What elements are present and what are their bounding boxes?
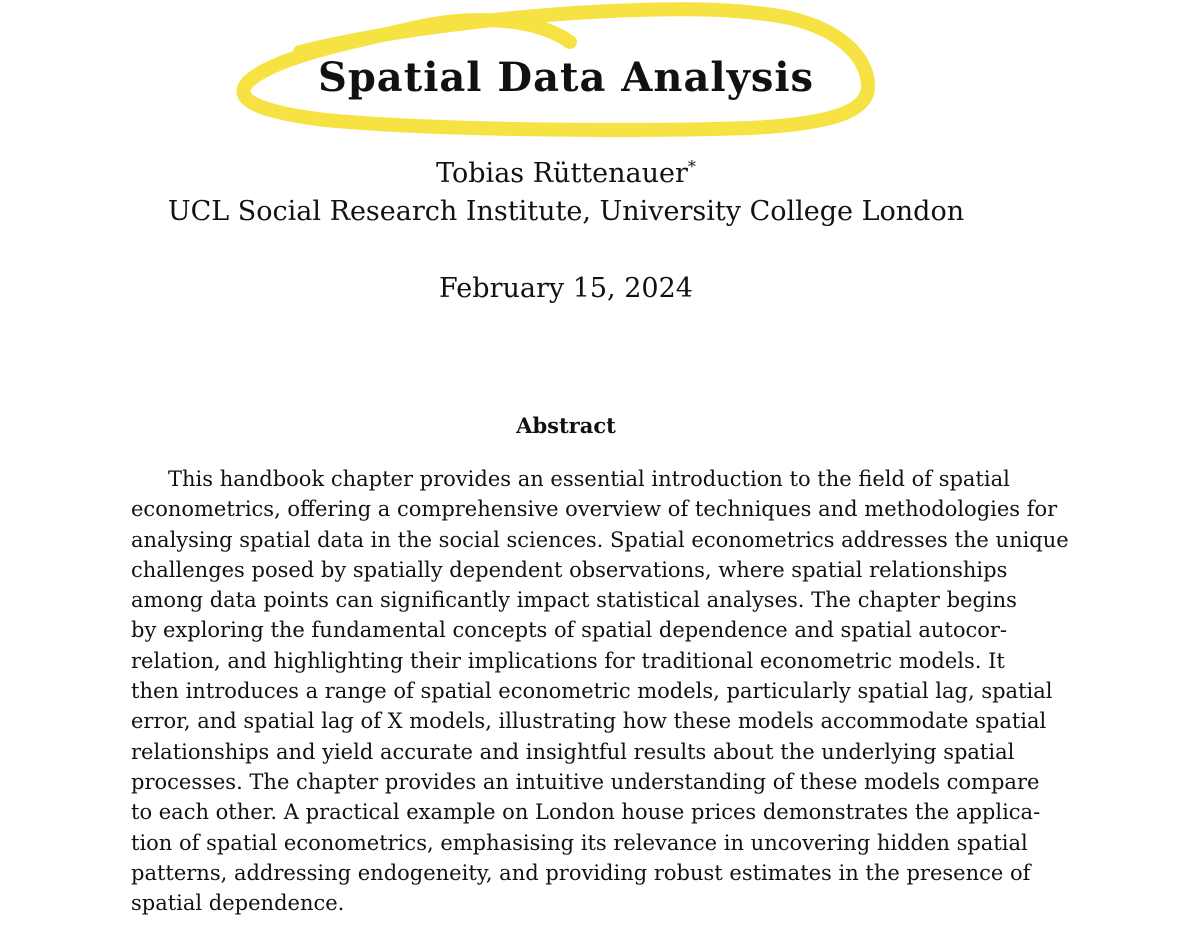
author-affiliation: UCL Social Research Institute, University College London [167, 196, 965, 227]
abstract-line: challenges posed by spatially dependent observations, where spatial relationships [131, 557, 1008, 582]
abstract-line: relationships and yield accurate and insightful results about the underlying spatial [131, 739, 1015, 764]
abstract-line: processes. The chapter provides an intuitive understanding of these models compare [131, 769, 1040, 794]
publication-date: February 15, 2024 [439, 273, 693, 304]
abstract-body [131, 464, 1069, 918]
abstract-line: econometrics, offering a comprehensive overview of techniques and methodologies for [131, 497, 1058, 522]
author-footnote-mark: * [687, 157, 696, 176]
abstract-line: among data points can significantly impact statistical analyses. The chapter begins [131, 588, 1017, 613]
abstract-line: tion of spatial econometrics, emphasising its relevance in uncovering hidden spatial [131, 830, 1028, 855]
author-name [0, 158, 1132, 189]
abstract-line: then introduces a range of spatial econometric models, particularly spatial lag, spatial [131, 679, 1053, 704]
author-name-text: Tobias Rüttenauer [436, 158, 688, 189]
abstract-line: relation, and highlighting their implications for traditional econometric models. It [131, 648, 1005, 673]
abstract-line: spatial dependence. [131, 891, 345, 916]
abstract-line: to each other. A practical example on London house prices demonstrates the applica- [131, 800, 1041, 825]
abstract-heading: Abstract [516, 413, 616, 438]
paper-title: Spatial Data Analysis [317, 54, 815, 101]
abstract-line: This handbook chapter provides an essential introduction to the field of spatial [168, 467, 1010, 491]
abstract-line: error, and spatial lag of X models, illustrating how these models accommodate spatial [131, 709, 1047, 734]
abstract-line: patterns, addressing endogeneity, and providing robust estimates in the presence of [131, 860, 1031, 885]
abstract-line: by exploring the fundamental concepts of spatial dependence and spatial autocor- [131, 618, 1008, 643]
abstract-line: analysing spatial data in the social sciences. Spatial econometrics addresses the unique [131, 527, 1069, 552]
